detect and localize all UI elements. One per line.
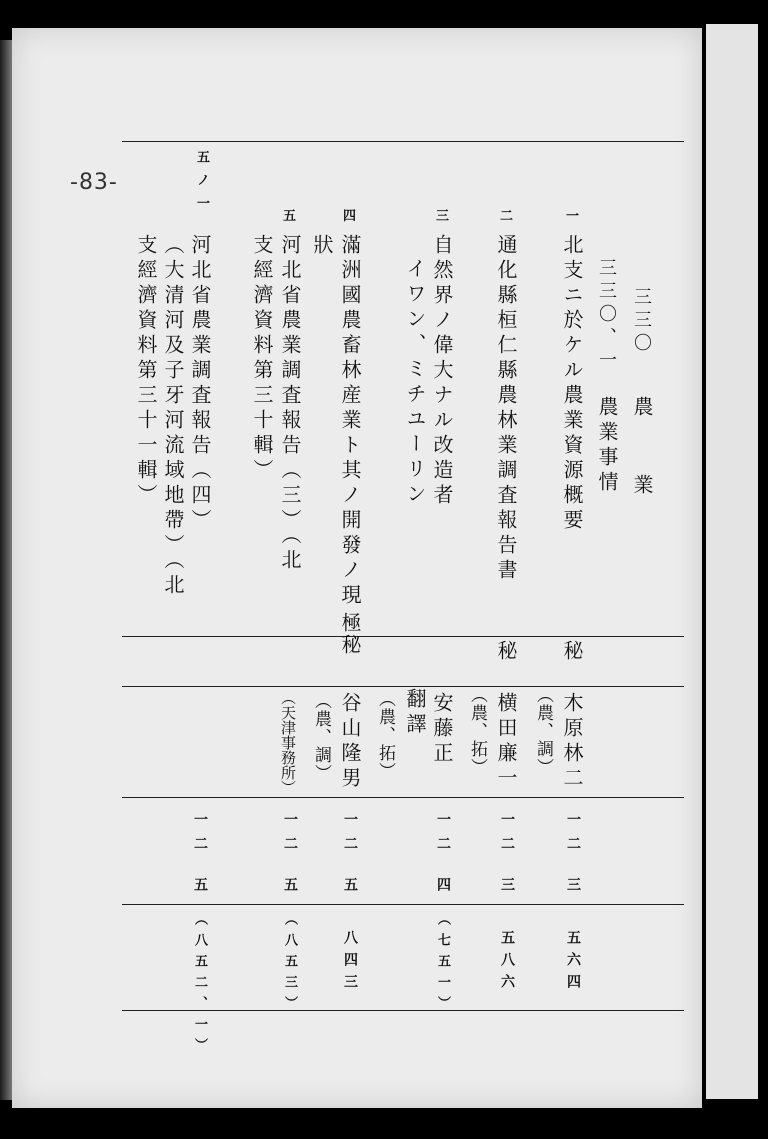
entry-4-number: 四 xyxy=(343,209,357,224)
entry-5-title-line-1: 河北省農業調査報告（三）（北 xyxy=(278,234,302,574)
rule-author-end xyxy=(122,797,684,798)
entry-2-author: 横田廉一 xyxy=(494,692,518,792)
entry-6-number: 五ノ一 xyxy=(194,150,209,219)
entry-1-org: （農、調） xyxy=(533,686,553,776)
entry-6-col1: 一 xyxy=(192,812,208,834)
entry-2-col4: 五八六 xyxy=(499,930,515,996)
next-page-edge xyxy=(706,24,758,1099)
entry-3-col3: 四 xyxy=(435,877,451,899)
entry-6-title-line-3: 支經濟資料第三十一輯） xyxy=(134,234,158,509)
entry-3-number: 三 xyxy=(436,209,450,224)
entry-2-title: 通化縣桓仁縣農林業調査報告書 xyxy=(494,234,518,584)
entry-1-col1: 一 xyxy=(565,812,581,834)
entry-3-col4: （七五一） xyxy=(435,912,450,1017)
entry-4-col3: 五 xyxy=(342,877,358,899)
entry-2-col3: 三 xyxy=(499,877,515,899)
subsection-code: 三三〇、一 xyxy=(596,258,617,373)
entry-5-number: 五 xyxy=(283,209,297,224)
entry-6-col2: 二 xyxy=(192,836,208,858)
subsection-label: 農業事情 xyxy=(595,396,619,496)
rule-col1-end xyxy=(122,904,684,905)
entry-5-col4: （八五三） xyxy=(282,912,297,1017)
entry-3-org: （農、拓） xyxy=(375,690,395,780)
entry-5-author: （天津事務所） xyxy=(279,690,297,795)
entry-5-col3: 五 xyxy=(282,877,298,899)
entry-4-secret: 極秘 xyxy=(338,612,362,656)
entry-3-author: 安藤正 xyxy=(430,692,454,767)
entry-5-title-line-2: 支經濟資料第三十輯） xyxy=(250,234,274,484)
margin-page-note: -83- xyxy=(70,170,118,195)
entry-2-col1: 一 xyxy=(499,812,515,834)
section-code: 三三〇 xyxy=(631,287,652,356)
entry-6-col3: 五 xyxy=(192,877,208,899)
entry-3-translator: 翻譯 xyxy=(403,688,427,738)
rule-secret-end xyxy=(122,686,684,687)
entry-1-author: 木原林二 xyxy=(560,692,584,792)
entry-2-org: （農、拓） xyxy=(467,686,487,776)
entry-1-col3: 三 xyxy=(565,877,581,899)
entry-3-title-line-2: イワン、ミチユーリン xyxy=(403,258,427,508)
entry-1-col4: 五六四 xyxy=(565,930,581,996)
entry-4-col2: 二 xyxy=(342,836,358,858)
entry-3-title-line-1: 自然界ノ偉大ナル改造者 xyxy=(430,234,454,509)
entry-4-title-line-2: 狀 xyxy=(310,234,334,259)
entry-1-col2: 二 xyxy=(565,836,581,858)
rule-title-end xyxy=(122,636,684,637)
entry-4-org: （農、調） xyxy=(311,692,331,782)
entry-4-author: 谷山隆男 xyxy=(338,692,362,792)
entry-2-secret: 秘 xyxy=(494,640,518,665)
entry-2-col2: 二 xyxy=(499,836,515,858)
entry-1-title: 北支ニ於ケル農業資源概要 xyxy=(560,234,584,534)
entry-1-secret: 秘 xyxy=(560,640,584,665)
section-label: 農業 xyxy=(630,396,654,552)
entry-5-col2: 二 xyxy=(282,836,298,858)
entry-4-title-line-1: 滿洲國農畜林産業ト其ノ開發ノ現 xyxy=(338,234,362,609)
entry-6-col4: （八五二、一） xyxy=(192,912,207,1059)
entry-2-number: 二 xyxy=(500,209,514,224)
entry-1-number: 一 xyxy=(566,209,580,224)
entry-6-title-line-2: （大清河及子牙河流域地帶）（北 xyxy=(161,234,185,599)
entry-3-col2: 二 xyxy=(435,836,451,858)
entry-3-col1: 一 xyxy=(435,812,451,834)
entry-4-col1: 一 xyxy=(342,812,358,834)
rule-top xyxy=(122,141,684,142)
entry-4-col4: 八四三 xyxy=(342,930,358,996)
entry-6-title-line-1: 河北省農業調査報告（四） xyxy=(188,234,212,534)
entry-5-col1: 一 xyxy=(282,812,298,834)
